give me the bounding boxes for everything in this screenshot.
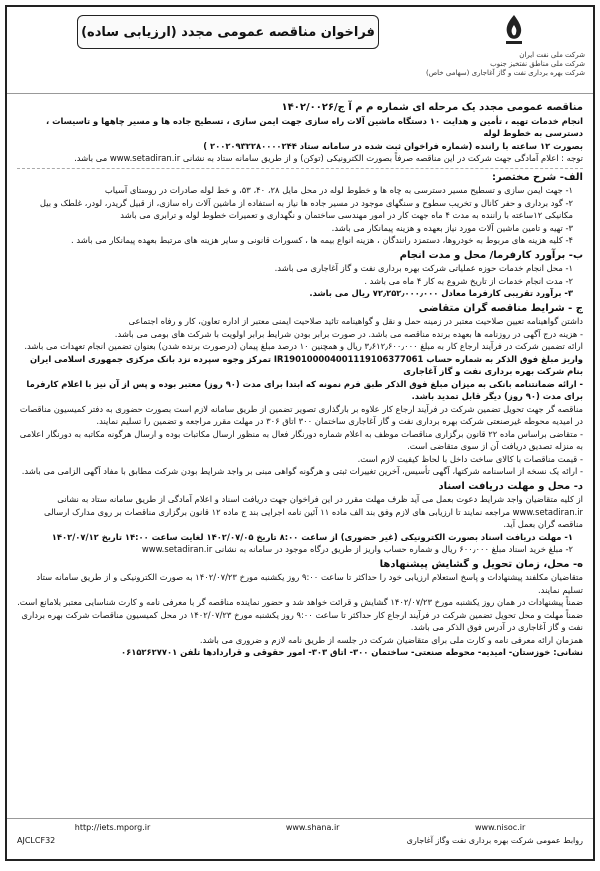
flame-logo-icon [499, 13, 529, 47]
address-line: نشانی: خوزستان- امیدیه- محوطه صنعتی- ساختمان ۳۰۰- اتاق ۳۰۳- امور حقوقی و قراردادها تلفن ۰۶۱۵۲۶۲۷۷۰۱ [120, 647, 583, 657]
footer-link[interactable]: www.nisoc.ir [474, 823, 526, 832]
logo-text-1: شرکت ملی نفت ایران [519, 51, 585, 59]
notice-body [7, 94, 593, 659]
section-he-para: متقاضیان مکلفند پیشنهادات و پاسخ استعلام ارزیابی خود را حداکثر تا ساعت ۹:۰۰ روز یکشنبه مورخ ۱۴۰۲/۰۷/۲۳ به صورت الکترونیکی و از طریق سامانه ستاد تسلیم نمایند. [36, 572, 583, 595]
section-jim-para: واریز مبلغ فوق الذکر به شماره حساب IR190100004001119106377061 تمرکز وجوه سپرده نزد بانک مرکزی جمهوری اسلامی ایران بنام شرکت بهره برداری نفت و گاز آغاجاری [29, 353, 583, 376]
footer-bottom [7, 832, 593, 845]
section-jim-para: - متقاضی براساس ماده ۲۲ قانون برگزاری مناقصات موظف به اعلام شماره دورنگار فعال به منظور ارسال مکاتبات بوده و ارسال هرگونه مکاتبه به دورنگار اعلامی به منزله تصدیق دریافت آن از سوی متقاضی است. [19, 428, 583, 451]
tender-title: مناقصه عمومی مجدد یک مرحله ای شماره م م آ ج/۱۴۰۲/۰۰۲۶ [281, 102, 583, 113]
publisher-text: روابط عمومی شرکت بهره برداری نفت وگاز آغاجاری [406, 836, 583, 845]
section-be-item: ۳- برآورد تقریبی کارفرما معادل ۷۲٫۲۵۲٫۰۰۰٫۰۰۰ ریال می باشد. [309, 288, 573, 298]
tender-subject: انجام خدمات تهیه ، تأمین و هدایت ۱۰ دستگاه ماشین آلات راه سازی جهت ایمن سازی ، تسطیح جاده ها و مسیر چاهها و تاسیسات ، دسترسی به خطوط لوله [45, 115, 583, 138]
section-he-para: همزمان ارائه معرفی نامه و کارت ملی برای متقاضیان شرکت در جلسه از طریق نامه لازم و ضروری می باشد. [199, 634, 583, 645]
footer [7, 818, 593, 859]
tender-subject-2: بصورت ۱۲ ساعته با راننده (شماره فراخوان ثبت شده در سامانه ستاد ۲۰۰۲۰۹۳۲۲۸۰۰۰۰۲۴۴ ) [203, 140, 583, 151]
footer-link[interactable]: www.shana.ir [285, 823, 340, 832]
section-jim-heading: ج - شرایط مناقصه گران متقاضی [418, 302, 583, 314]
footer-link[interactable]: http://iets.mporg.ir [74, 823, 151, 832]
section-he-heading: ه- محل، زمان تحویل و گشایش پیشنهادها [379, 558, 583, 570]
section-be-item: ۲- مدت انجام خدمات از تاریخ شروع به کار ۴ ماه می باشد . [364, 275, 573, 286]
section-jim-para: داشتن گواهینامه تعیین صلاحیت معتبر در زمینه حمل و نقل و گواهینامه تائید صلاحیت ایمنی معتبر از اداره تعاون، کار و رفاه اجتماعی [128, 316, 583, 326]
tender-notice-page [5, 5, 595, 861]
section-dal-item: ۱- مهلت دریافت اسناد بصورت الکترونیکی (غیر حضوری) از ساعت ۸:۰۰ تاریخ ۱۴۰۲/۰۷/۰۵ لغایت ساعت ۱۴:۰۰ تاریخ ۱۴۰۲/۰۷/۱۲ [51, 531, 573, 542]
logo-text-3: شرکت بهره برداری نفت و گاز آغاجاری (سهامی خاص) [425, 69, 585, 77]
section-he-para: ضمناً پیشنهادات در همان روز یکشنبه مورخ ۱۴۰۲/۰۷/۲۳ گشایش و قرائت خواهد شد و حضور نماینده مناقصه گر با معرفی نامه و کارت شناسایی معتبر بلامانع است. [17, 597, 583, 607]
section-be-item: ۱- محل انجام خدمات حوزه عملیاتی شرکت بهره برداری نفت و گاز آغاجاری می باشد. [274, 263, 573, 273]
section-he-para: ضمناً مهلت و محل تحویل تضمین شرکت در فرآیند ارجاع کار حداکثر تا ساعت ۹:۰۰ روز یکشنبه مورخ ۱۴۰۲/۰۷/۲۳ در محل کمیسیون مناقصات شرکت بهره برداری نفت و گاز آغاجاری در آدرس فوق الذکر می باشد. [21, 609, 583, 632]
section-alef-item: ۳- تهیه و تامین ماشین آلات مورد نیاز بعهده و هزینه پیمانکار می باشد. [331, 222, 573, 233]
section-jim-para: مناقصه گر جهت تحویل تضمین شرکت در فرآیند ارجاع کار علاوه بر بارگذاری تصویر تضمین از طریق سامانه لازم است بصورت حضوری به دفتر کمیسیون مناقصات در امیدیه محوطه غیرصنعتی شرکت بهره برداری نفت و گاز آغاجاری ساختمان ۳۰۰ اتاق ۳۰۶ در مهلت مقرر مراجعه و تضمین را تسلیم نمایند. [19, 403, 583, 426]
section-dal-intro: از کلیه متقاضیان واجد شرایط دعوت بعمل می آید ظرف مهلت مقرر در این فراخوان جهت دریافت اسناد و اعلام آمادگی از طریق سامانه ستاد به نشانی www.setadiran.ir مراجعه نمایند تا ارزیابی های لازم وفق بند الف ماده ۱۱ آئین نامه اجرایی بند ج ماده ۱۲ قانون برگزاری مناقصات بر روی مدارک ارسالی مناقصه گران بعمل آید. [44, 494, 583, 529]
section-jim-para: - قیمت مناقصات با کالای ساخت داخل با لحاظ کیفیت لازم است. [357, 453, 583, 464]
section-dal-heading: د- محل و مهلت دریافت اسناد [438, 480, 583, 492]
tender-notice: توجه : اعلام آمادگی جهت شرکت در این مناقصه صرفاً بصورت الکترونیکی (توکن) و از طریق سامانه ستاد به نشانی www.setadiran.ir می باشد. [74, 153, 583, 163]
section-be-heading: ب- برآورد کارفرما/ محل و مدت انجام [399, 249, 583, 261]
section-jim-para: - ارائه ضمانتنامه بانکی به میزان مبلغ فوق الذکر طبق فرم نمونه که ابتدا برای مدت (۹۰ روز) معتبر بوده و پس از آن نیز با اعلام کارفرما برای مدت (۹۰ روز) دیگر قابل تمدید باشد. [26, 378, 583, 401]
section-jim-para: - هزینه درج آگهی در روزنامه ها بعهده برنده مناقصه می باشد. در صورت برابر بودن شرایط برابر اولویت با شرکت های بومی می باشد. [114, 328, 583, 339]
page-title: فراخوان مناقصه عمومی مجدد (ارزیابی ساده) [77, 15, 379, 49]
section-alef-item: ۴- کلیه هزینه های مربوط به خودروها، دستمزد رانندگان ، هزینه انواع بیمه ها ، کسورات قانونی و سایر هزینه های مرتبط بعهده پیمانکار می باشد . [71, 235, 573, 245]
logo-text-2: شرکت ملی مناطق نفتخیز جنوب [490, 60, 585, 68]
section-jim-para: ارائه تضمین شرکت در فرآیند ارجاع کار به مبلغ ۳٫۶۱۲٫۶۰۰٫۰۰۰ ریال و همچنین ۱۰ درصد مبلغ پیمان (درصورت برنده شدن) بعنوان تضمین انجام تعهدات می باشد. [24, 341, 583, 351]
ad-code: AJCLCF32 [17, 836, 56, 845]
footer-links [7, 819, 593, 832]
section-jim-para: - ارائه یک نسخه از اساسنامه شرکتها، آگهی تأسیس، آخرین تغییرات ثبتی و هرگونه گواهی مبنی بر واجد شرایط بودن شرکت مطابق با مفاد آگهی الزامی می باشد. [21, 466, 583, 476]
section-alef-item: ۲- گود برداری و حفر کانال و تخریب سطوح و سنگهای موجود در مسیر جاده ها نیاز به استفاده از ماشین آلات راه سازی، از قبیل گریدر، لودر، غلطک و بیل مکانیکی ۱۲ساعته با راننده به مدت ۴ ماه جهت کار در امور مهندسی ساختمان و نگهداری و تعمیرات خطوط لوله و ترابری می باشد [39, 197, 573, 220]
divider [17, 168, 583, 169]
section-dal-item: ۲- مبلغ خرید اسناد مبلغ ۶۰۰٫۰۰۰ ریال و شماره حساب واریز از طریق درگاه موجود در سامانه به نشانی www.setadiran.ir [141, 544, 573, 554]
company-logo [425, 13, 585, 78]
header [7, 7, 593, 94]
section-alef-heading: الف- شرح مختصر: [491, 171, 583, 183]
section-alef-item: ۱- جهت ایمن سازی و تسطیح مسیر دسترسی به چاه ها و خطوط لوله در محل مایل ۲۸، ۴۰، ۵۳، و خط لوله صادرات در روستای آسیاب [104, 185, 573, 195]
